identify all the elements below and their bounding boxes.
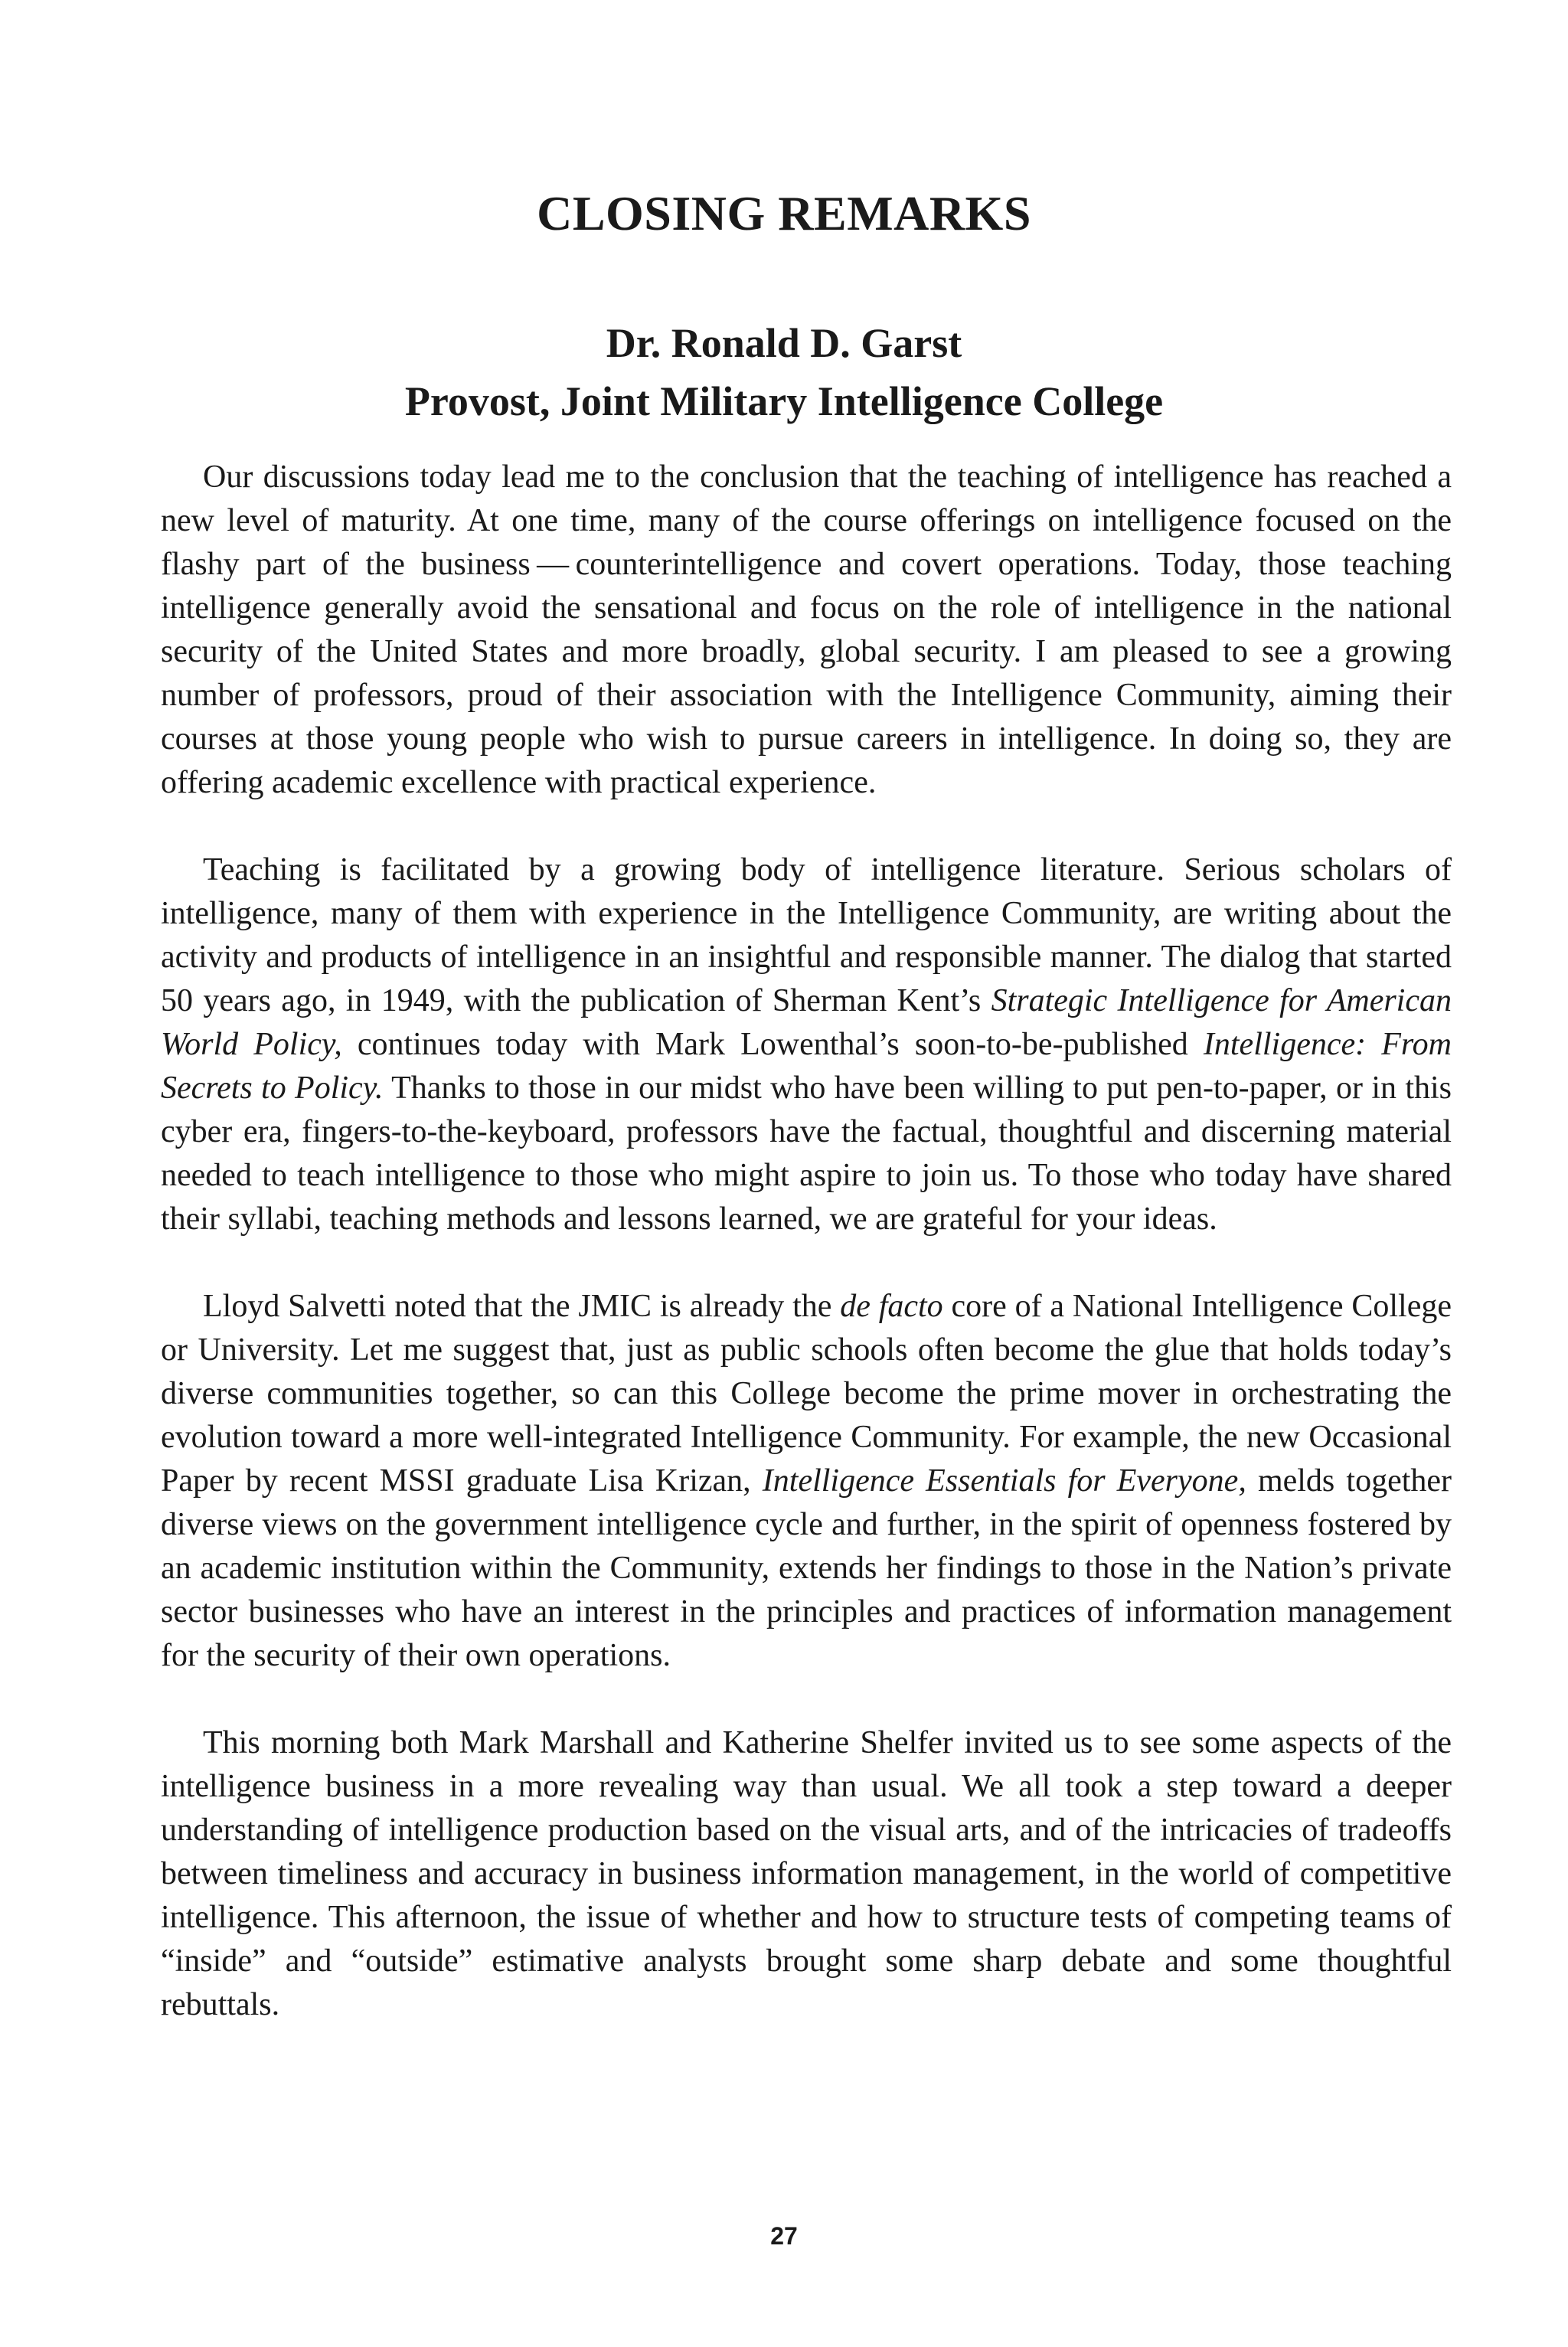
term-de-facto: de facto (840, 1289, 943, 1324)
page-number: 27 (770, 2222, 798, 2250)
body-text (161, 456, 1452, 2027)
paragraph-4 (161, 1721, 1452, 2027)
book-title-intelligence-secrets-policy: Intelligence: From Secrets to Policy. (161, 1027, 1452, 1106)
paragraph-3 (161, 1285, 1452, 1678)
paragraph-2 (161, 848, 1452, 1241)
paragraph-1 (161, 456, 1452, 805)
paragraph-1-text: Our discussions today lead me to the conclusion that the teaching of intelligence has reached a new level of maturity. At one time, many of the course offerings on intelligence focused on the flashy part of the business — counterintelligence and covert operations. Today, those teaching intelligence generally avoid the sensational and focus on the role of intelligence in the national security of the United States and more broadly, global security. I am pleased to see a growing number of professors, proud of their association with the Intelligence Community, aiming their courses at those young people who wish to pursue careers in intelligence. In doing so, they are offering academic excellence with practical experience. (161, 459, 1452, 800)
page-title: CLOSING REMARKS (537, 186, 1031, 240)
paragraph-3-text-e: melds together diverse views on the government intelligence cycle and further, in the spirit of openness fostered by an academic institution within the Community, extends her findings to those in the Nation’s private sector businesses who have an interest in the principles and practices of information management for the security of their own operations. (161, 1463, 1452, 1673)
paragraph-3-text-a: Lloyd Salvetti noted that the JMIC is already the (203, 1289, 841, 1324)
paper-title-intelligence-essentials: Intelligence Essentials for Everyone, (762, 1463, 1246, 1499)
paragraph-2-text-e: Thanks to those in our midst who have been willing to put pen-to-paper, or in this cyber era, fingers-to-the-keyboard, professors have the factual, thoughtful and discerning material needed to teach intelligence to those who might aspire to join us. To those who today have shared their syllabi, teaching methods and lessons learned, we are grateful for your ideas. (161, 1071, 1452, 1237)
paragraph-3-text-c: core of a National Intelligence College or University. Let me suggest that, just as public schools often become the glue that holds today’s diverse communities together, so can this College become the prime mover in orchestrating the evolution toward a more well-integrated Intelligence Community. For example, the new Occasional Paper by recent MSSI graduate Lisa Krizan, (161, 1289, 1452, 1499)
book-title-strategic-intelligence: Strategic Intelligence for American World Policy, (161, 983, 1452, 1062)
author-block (0, 314, 1568, 430)
author-position: Provost, Joint Military Intelligence College (404, 378, 1164, 424)
author-name: Dr. Ronald D. Garst (606, 320, 962, 366)
paragraph-4-text: This morning both Mark Marshall and Katherine Shelfer invited us to see some aspects of the intelligence business in a more revealing way than usual. We all took a step toward a deeper understanding of intelligence production based on the visual arts, and of the intricacies of tradeoffs between timeliness and accuracy in business information management, in the world of competitive intelligence. This afternoon, the issue of whether and how to structure tests of competing teams of “inside” and “outside” estimative analysts brought some sharp debate and some thoughtful rebuttals. (161, 1725, 1452, 2022)
paragraph-2-text-c: continues today with Mark Lowenthal’s soon-to-be-published (341, 1027, 1204, 1062)
paragraph-2-text-a: Teaching is facilitated by a growing body of intelligence literature. Serious scholars of intelligence, many of them with experience in the Intelligence Community, are writing about the activity and products of intelligence in an insightful and responsible manner. The dialog that started 50 years ago, in 1949, with the publication of Sherman Kent’s (161, 852, 1452, 1018)
